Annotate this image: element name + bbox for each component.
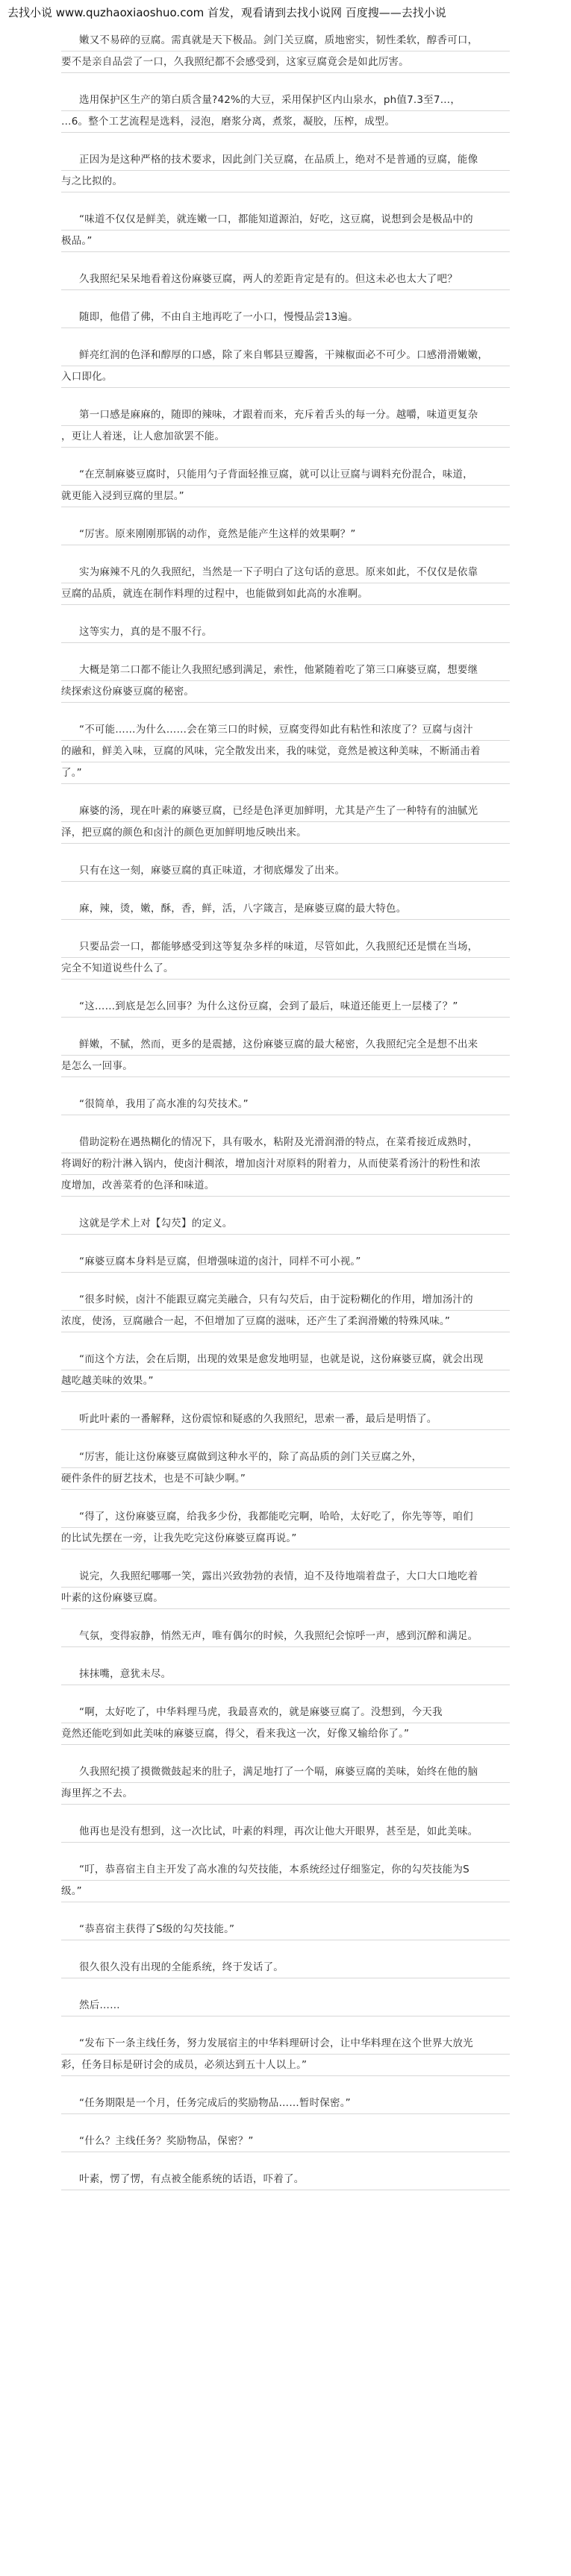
paragraph-line: 这等实力，真的是不服不行。: [61, 621, 510, 643]
paragraph-gap: [0, 1490, 571, 1506]
paragraph-line: 听此叶素的一番解释，这份震惊和疑惑的久我照纪，思索一番，最后是明悟了。: [61, 1408, 510, 1430]
paragraph-line: 实为麻辣不凡的久我照纪，当然是一下子明白了这句话的意思。原来如此，不仅仅是依靠: [61, 562, 510, 583]
paragraph-line: “厉害，能让这份麻婆豆腐做到这种水平的，除了高品质的剑门关豆腐之外，: [61, 1447, 510, 1468]
paragraph-line: 要不是亲自品尝了一口，久我照纪都不会感受到，这家豆腐竟会是如此厉害。: [61, 51, 510, 73]
paragraph-line: “叮，恭喜宿主自主开发了高水准的勾芡技能，本系统经过仔细鉴定，你的勾芡技能为S: [61, 1859, 510, 1881]
paragraph-gap: [0, 920, 571, 936]
paragraph-gap: [0, 2190, 571, 2207]
paragraph-line: 浓度，使汤，豆腐融合一起，不但增加了豆腐的滋味，还产生了柔润滑嫩的特殊风味。”: [61, 1311, 510, 1332]
paragraph-line: 说完，久我照纪哪哪一笑，露出兴致勃勃的表情，迫不及待地端着盘子，大口大口地吃着: [61, 1566, 510, 1588]
paragraph-gap: [0, 545, 571, 562]
paragraph-line: “什么？主线任务？奖励物品，保密？”: [61, 2131, 510, 2152]
banner-text: 去找小说 www.quzhaoxiaoshuo.com 首发，观看请到去找小说网 百度搜——去找小说: [7, 6, 446, 19]
paragraph-line: 随即，他借了佛，不由自主地再吃了一小口，慢慢品尝13遍。: [61, 307, 510, 328]
chapter-paragraph: [0, 1213, 571, 1235]
paragraph-line: 第一口感是麻麻的，随即的辣味，才跟着而来，充斥着舌头的每一分。越嚼，味道更复杂: [61, 404, 510, 426]
paragraph-line: 豆腐的品质，就连在制作料理的过程中，也能做到如此高的水准啊。: [61, 583, 510, 605]
chapter-paragraph: [0, 1566, 571, 1609]
paragraph-line: 了。”: [61, 762, 510, 784]
chapter-paragraph: [0, 562, 571, 605]
paragraph-line: 完全不知道说些什么了。: [61, 958, 510, 980]
paragraph-gap: [0, 1647, 571, 1664]
paragraph-line: “不可能……为什么……会在第三口的时候，豆腐变得如此有粘性和浓度了？豆腐与卤汁: [61, 719, 510, 741]
chapter-paragraph: [0, 345, 571, 388]
chapter-content: [0, 30, 571, 2574]
chapter-paragraph: [0, 800, 571, 844]
paragraph-gap: [0, 192, 571, 209]
paragraph-line: 叶素的这份麻婆豆腐。: [61, 1588, 510, 1609]
paragraph-line: 他再也是没有想到，这一次比试，叶素的料理，再次让他大开眼界，甚至是，如此美味。: [61, 1821, 510, 1843]
paragraph-line: “而这个方法，会在后期，出现的效果是愈发地明显，也就是说，这份麻婆豆腐，就会出现: [61, 1349, 510, 1370]
chapter-paragraph: [0, 1821, 571, 1843]
chapter-paragraph: [0, 30, 571, 73]
chapter-paragraph: [0, 1859, 571, 1902]
paragraph-gap: [0, 1745, 571, 1761]
paragraph-gap: [0, 844, 571, 860]
chapter-paragraph: [0, 2093, 571, 2114]
paragraph-line: 麻婆的汤，现在叶素的麻婆豆腐，已经是色泽更加鲜明，尤其是产生了一种特有的油腻光: [61, 800, 510, 822]
paragraph-gap: [0, 1549, 571, 1566]
chapter-paragraph: [0, 898, 571, 920]
paragraph-line: 麻，辣，烫，嫩，酥，香，鲜，活，八字箴言，是麻婆豆腐的最大特色。: [61, 898, 510, 920]
chapter-paragraph: [0, 659, 571, 703]
paragraph-line: “很简单，我用了高水准的勾芡技术。”: [61, 1094, 510, 1115]
chapter-paragraph: [0, 1289, 571, 1332]
paragraph-gap: [0, 1940, 571, 1957]
chapter-paragraph: [0, 621, 571, 643]
chapter-paragraph: [0, 1664, 571, 1685]
paragraph-line: 越吃越美味的效果。”: [61, 1370, 510, 1392]
paragraph-line: 大概是第二口都不能让久我照纪感到满足，索性，他紧随着吃了第三口麻婆豆腐，想要继: [61, 659, 510, 681]
chapter-paragraph: [0, 1094, 571, 1115]
paragraph-line: 嫩又不易碎的豆腐。需真就是天下极品。剑门关豆腐，质地密实，韧性柔软，醇香可口，: [61, 30, 510, 51]
chapter-paragraph: [0, 1702, 571, 1745]
paragraph-gap: [0, 448, 571, 464]
paragraph-gap: [0, 980, 571, 996]
paragraph-gap: [0, 1332, 571, 1349]
chapter-paragraph: [0, 1506, 571, 1549]
paragraph-line: 叶素，愣了愣，有点被全能系统的话语，吓着了。: [61, 2169, 510, 2190]
chapter-paragraph: [0, 90, 571, 133]
chapter-paragraph: [0, 149, 571, 192]
paragraph-line: 然后……: [61, 1995, 510, 2016]
paragraph-line: “这……到底是怎么回事？为什么这份豆腐，会到了最后，味道还能更上一层楼了？”: [61, 996, 510, 1018]
paragraph-gap: [0, 2152, 571, 2169]
chapter-paragraph: [0, 2033, 571, 2076]
paragraph-line: 抹抹嘴，意犹未尽。: [61, 1664, 510, 1685]
chapter-paragraph: [0, 996, 571, 1018]
paragraph-line: 只有在这一刻，麻婆豆腐的真正味道，才彻底爆发了出来。: [61, 860, 510, 882]
paragraph-line: 级。”: [61, 1881, 510, 1902]
paragraph-line: 鲜嫩，不腻，然而，更多的是震撼，这份麻婆豆腐的最大秘密，久我照纪完全是想不出来: [61, 1034, 510, 1056]
chapter-paragraph: [0, 2169, 571, 2190]
paragraph-gap: [0, 1018, 571, 1034]
paragraph-gap: [0, 1115, 571, 1132]
chapter-paragraph: [0, 936, 571, 980]
paragraph-line: 泽，把豆腐的颜色和卤汁的颜色更加鲜明地反映出来。: [61, 822, 510, 844]
paragraph-gap: [0, 2114, 571, 2131]
paragraph-gap: [0, 252, 571, 269]
paragraph-line: 的融和，鲜美入味，豆腐的风味，完全散发出来，我的味觉，竟然是被这种美味，不断涌击着: [61, 741, 510, 762]
paragraph-gap: [0, 328, 571, 345]
paragraph-line: 彩，任务目标是研讨会的成员，必须达到五十人以上。”: [61, 2055, 510, 2076]
paragraph-line: 久我照纪摸了摸微微鼓起来的肚子，满足地打了一个嗝，麻婆豆腐的美味，始终在他的脑: [61, 1761, 510, 1783]
chapter-paragraph: [0, 464, 571, 507]
paragraph-line: 硬件条件的厨艺技术，也是不可缺少啊。”: [61, 1468, 510, 1490]
paragraph-gap: [0, 1685, 571, 1702]
paragraph-line: 的比试先摆在一旁，让我先吃完这份麻婆豆腐再说。”: [61, 1528, 510, 1549]
paragraph-gap: [0, 1609, 571, 1626]
paragraph-gap: [0, 703, 571, 719]
chapter-paragraph: [0, 719, 571, 784]
chapter-paragraph: [0, 1995, 571, 2016]
paragraph-gap: [0, 605, 571, 621]
paragraph-gap: [0, 1430, 571, 1447]
paragraph-gap: [0, 643, 571, 659]
chapter-paragraph: [0, 2131, 571, 2152]
chapter-paragraph: [0, 1349, 571, 1392]
chapter-paragraph: [0, 307, 571, 328]
paragraph-gap: [0, 1197, 571, 1213]
paragraph-line: “啊，太好吃了，中华料理马虎，我最喜欢的，就是麻婆豆腐了。没想到，今天我: [61, 1702, 510, 1723]
paragraph-line: 竟然还能吃到如此美味的麻婆豆腐，得父，看来我这一次，好像又输给你了。”: [61, 1723, 510, 1745]
paragraph-line: 入口即化。: [61, 366, 510, 388]
paragraph-gap: [0, 1902, 571, 1919]
chapter-paragraph: [0, 860, 571, 882]
paragraph-line: ，更让人着迷，让人愈加欲罢不能。: [61, 426, 510, 448]
paragraph-line: 鲜亮红润的色泽和醇厚的口感，除了来自郫县豆瓣酱，干辣椒面必不可少。口感滑滑嫩嫩，: [61, 345, 510, 366]
paragraph-gap: [0, 290, 571, 307]
chapter-paragraph: [0, 269, 571, 290]
paragraph-line: 将调好的粉汁淋入锅内，使卤汁稠浓，增加卤汁对原料的附着力，从而使菜肴汤汁的粉性和浓: [61, 1153, 510, 1175]
paragraph-gap: [0, 1805, 571, 1821]
chapter-paragraph: [0, 1957, 571, 1978]
paragraph-line: …6。整个工艺流程是选料，浸泡，磨浆分离，煮浆，凝胶，压榨，成型。: [61, 111, 510, 133]
paragraph-gap: [0, 388, 571, 404]
chapter-paragraph: [0, 1447, 571, 1490]
paragraph-line: 是怎么一回事。: [61, 1056, 510, 1077]
paragraph-gap: [0, 1077, 571, 1094]
paragraph-line: “味道不仅仅是鲜美，就连嫩一口，都能知道源泊，好吃，这豆腐，说想到会是极品中的: [61, 209, 510, 231]
paragraph-gap: [0, 784, 571, 800]
paragraph-line: 借助淀粉在遇热糊化的情况下，具有吸水，粘附及光滑润滑的特点，在菜肴接近成熟时，: [61, 1132, 510, 1153]
paragraph-line: 海里挥之不去。: [61, 1783, 510, 1805]
paragraph-line: 与之比拟的。: [61, 171, 510, 192]
paragraph-gap: [0, 2016, 571, 2033]
paragraph-line: 正因为是这种严格的技术要求，因此剑门关豆腐，在品质上，绝对不是普通的豆腐，能像: [61, 149, 510, 171]
paragraph-line: “任务期限是一个月，任务完成后的奖励物品……暂时保密。”: [61, 2093, 510, 2114]
chapter-paragraph: [0, 1626, 571, 1647]
paragraph-line: “很多时候，卤汁不能跟豆腐完美融合，只有勾芡后，由于淀粉糊化的作用，增加汤汁的: [61, 1289, 510, 1311]
chapter-paragraph: [0, 209, 571, 252]
paragraph-line: 就更能入浸到豆腐的里层。”: [61, 486, 510, 507]
paragraph-line: 选用保护区生产的第白质含量?42%的大豆，采用保护区内山泉水，ph值7.3至7…，: [61, 90, 510, 111]
paragraph-line: “恭喜宿主获得了S级的勾芡技能。”: [61, 1919, 510, 1940]
paragraph-gap: [0, 133, 571, 149]
paragraph-gap: [0, 1392, 571, 1408]
chapter-paragraph: [0, 1408, 571, 1430]
paragraph-line: “发布下一条主线任务，努力发展宿主的中华料理研讨会，让中华料理在这个世界大放光: [61, 2033, 510, 2055]
paragraph-gap: [0, 1843, 571, 1859]
paragraph-line: 这就是学术上对【勾芡】的定义。: [61, 1213, 510, 1235]
paragraph-gap: [0, 2076, 571, 2093]
chapter-paragraph: [0, 404, 571, 448]
chapter-paragraph: [0, 1034, 571, 1077]
paragraph-line: “麻婆豆腐本身料是豆腐，但增强味道的卤汁，同样不可小视。”: [61, 1251, 510, 1273]
paragraph-gap: [0, 73, 571, 90]
paragraph-line: 续探索这份麻婆豆腐的秘密。: [61, 681, 510, 703]
paragraph-line: 久我照纪呆呆地看着这份麻婆豆腐，两人的差距肯定是有的。但这未必也太大了吧？: [61, 269, 510, 290]
paragraph-gap: [0, 1978, 571, 1995]
chapter-paragraph: [0, 1761, 571, 1805]
chapter-paragraph: [0, 524, 571, 545]
paragraph-gap: [0, 1235, 571, 1251]
chapter-paragraph: [0, 1132, 571, 1197]
paragraph-gap: [0, 882, 571, 898]
paragraph-line: “在烹制麻婆豆腐时，只能用勺子背面轻推豆腐，就可以让豆腐与调料充份混合，味道，: [61, 464, 510, 486]
site-banner: [0, 0, 571, 27]
paragraph-line: 只要品尝一口，都能够感受到这等复杂多样的味道，尽管如此，久我照纪还是惯在当场，: [61, 936, 510, 958]
paragraph-gap: [0, 1273, 571, 1289]
paragraph-line: 气氛，变得寂静，悄然无声，唯有偶尔的时候，久我照纪会惊呼一声，感到沉醉和满足。: [61, 1626, 510, 1647]
paragraph-line: 极品。”: [61, 231, 510, 252]
paragraph-line: “得了，这份麻婆豆腐，给我多少份，我都能吃完啊，哈哈，太好吃了，你先等等，咱们: [61, 1506, 510, 1528]
chapter-paragraph: [0, 1919, 571, 1940]
paragraph-gap: [0, 507, 571, 524]
paragraph-line: “厉害。原来刚刚那锅的动作，竟然是能产生这样的效果啊？”: [61, 524, 510, 545]
paragraph-line: 很久很久没有出现的全能系统，终于发话了。: [61, 1957, 510, 1978]
paragraph-line: 度增加，改善菜肴的色泽和味道。: [61, 1175, 510, 1197]
chapter-paragraph: [0, 1251, 571, 1273]
